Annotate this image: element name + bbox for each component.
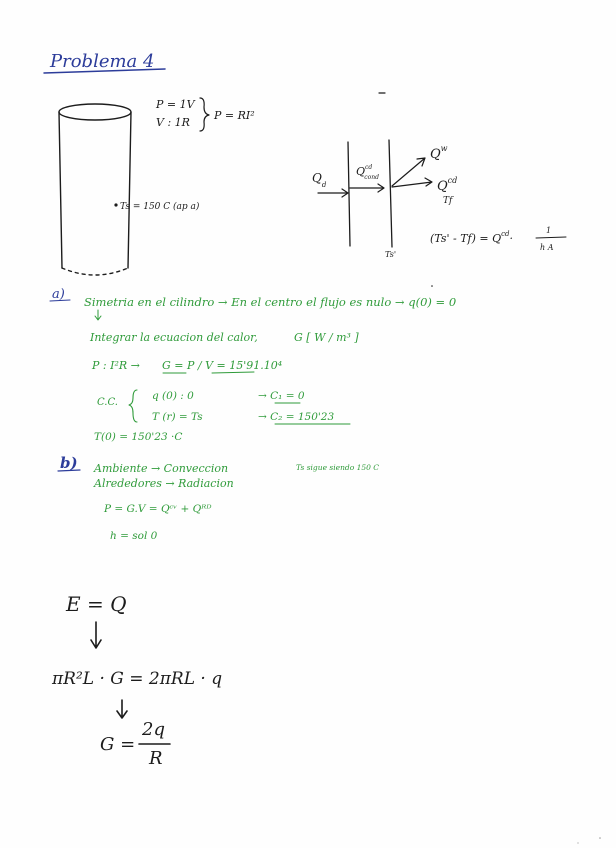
fraction-denominator: h A	[540, 243, 554, 252]
part-b-line-4: h = sol 0	[110, 530, 158, 542]
heat-generation-expression: G =	[100, 734, 136, 755]
q-left-label: $Q_d$	[312, 171, 327, 189]
incoming-flux-arrow	[318, 189, 348, 197]
part-b-label: b)	[60, 454, 78, 472]
part-b-line-2: Alrededores → Radiacion	[94, 477, 234, 490]
surface-temperature-note: Ts sigue siendo 150 C	[296, 463, 380, 472]
fraction-bar	[536, 237, 566, 238]
part-b-line-3: P = G.V = Qᶜᵛ + Qᴿᴰ	[104, 503, 212, 515]
part-a-line-1: Simetria en el cilindro → En el centro el flujo es nulo → q(0) = 0	[84, 295, 457, 309]
part-a-line-2: Integrar la ecuacion del calor,	[90, 331, 258, 344]
resistance-equation: $(Ts' - Tf) = Q^{cd}\cdot$	[430, 230, 514, 245]
heat-generation-result: G = P / V = 15'91.10⁴	[162, 359, 283, 372]
wall-flux-arrow	[350, 184, 384, 192]
q-cond-label: $Q^{cd}$ cond	[356, 164, 379, 181]
conduction-arrow	[392, 178, 432, 187]
boundary-condition-1: q (0) : 0	[152, 390, 194, 402]
ts-prime-label: Ts'	[385, 250, 397, 259]
final-fraction-denominator: R	[149, 748, 163, 769]
boundary-conditions-label: C.C.	[97, 397, 118, 408]
surface-temperature-label: Ts = 150 C (ap a)	[120, 202, 200, 212]
given-brace	[200, 98, 209, 131]
voltage-value: V : 1R	[156, 116, 190, 129]
heat-generation-units: G [ W / m³ ]	[294, 331, 359, 344]
page-title: Problema 4	[50, 51, 155, 72]
wall-line-right	[389, 140, 392, 247]
constant-c1: → C₁ = 0	[258, 390, 305, 402]
derivation-arrow-1	[91, 622, 101, 648]
cylinder-sketch	[59, 104, 131, 275]
derivation-arrow-2	[117, 700, 127, 718]
energy-balance-expanded: πR²L · G = 2πRL · q	[52, 669, 223, 689]
energy-balance: E = Q	[66, 592, 127, 616]
tf-label: Tf	[443, 196, 453, 206]
part-a-label: a)	[52, 287, 65, 302]
part-b-line-1: Ambiente → Conveccion	[94, 462, 229, 475]
q-cd-label: $Q^{cd}$	[437, 176, 458, 194]
fraction-numerator: 1	[546, 226, 552, 235]
heat-flux-diagram	[318, 140, 432, 247]
wall-line-left	[348, 142, 350, 246]
boundary-condition-2: T (r) = Ts	[152, 411, 203, 423]
power-formula: P = RI²	[214, 109, 255, 122]
center-temperature: T(0) = 150'23 ·C	[94, 431, 183, 443]
final-fraction-numerator: 2q	[142, 719, 165, 740]
constant-c2: → C₂ = 150'23	[258, 411, 335, 423]
part-a-line-3: P : I²R →	[92, 359, 140, 372]
boundary-conditions-brace	[129, 390, 137, 422]
convection-arrow	[392, 158, 425, 186]
power-value: P = 1V	[156, 98, 195, 111]
q-w-label: $Q^w$	[430, 144, 448, 162]
